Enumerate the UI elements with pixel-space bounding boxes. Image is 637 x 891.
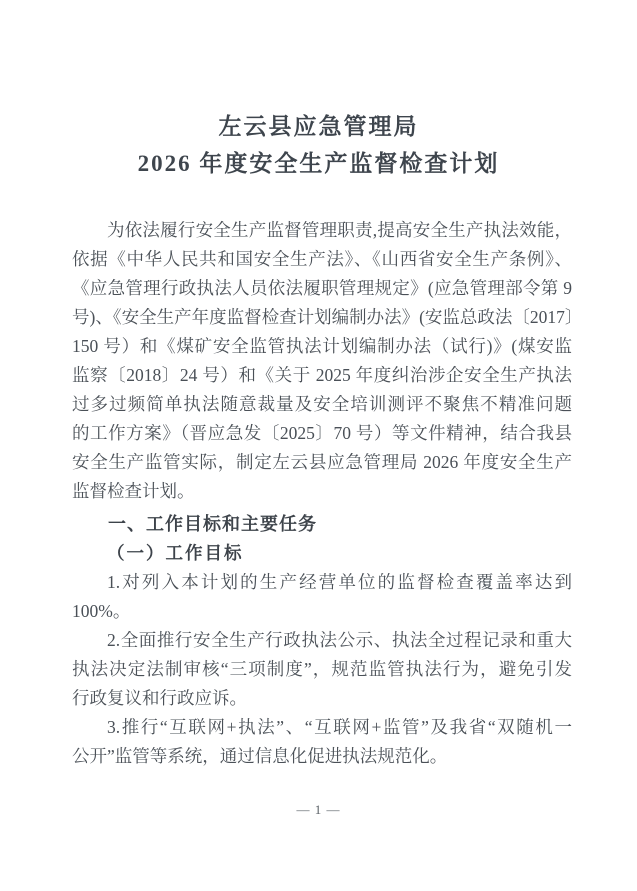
sub-heading-1: （一）工作目标 xyxy=(107,543,244,563)
intro-line: 监督检查计划。 xyxy=(72,481,195,501)
item-2-line: 执法决定法制审核“三项制度”，规范监管执法行为，避免引发 xyxy=(72,659,572,679)
intro-paragraph xyxy=(72,216,583,506)
intro-line: 的工作方案》（晋应急发〔2025〕70 号）等文件精神，结合我县 xyxy=(72,423,572,443)
intro-line: 过多过频简单执法随意裁量及安全培训测评不聚焦不精准问题 xyxy=(72,394,572,414)
title-line-1: 左云县应急管理局 xyxy=(218,114,419,139)
item-3-paragraph xyxy=(72,713,572,771)
page-number: — 1 — xyxy=(296,802,341,817)
document-title xyxy=(0,0,637,182)
document-body xyxy=(72,216,583,771)
intro-line: 号)、《安全生产年度监督检查计划编制办法》(安监总政法〔2017〕 xyxy=(72,307,583,327)
intro-line: 监察〔2018〕24 号）和《关于 2025 年度纠治涉企安全生产执法 xyxy=(72,365,572,385)
intro-line: 150 号）和《煤矿安全监管执法计划编制办法（试行)》(煤安监 xyxy=(72,336,572,356)
item-3-line: 3.推行“互联网+执法”、“互联网+监管”及我省“双随机一 xyxy=(107,717,572,737)
intro-line: 为依法履行安全生产监督管理职责,提高安全生产执法效能， xyxy=(107,220,572,240)
item-1-paragraph xyxy=(72,568,572,626)
item-2-line: 2.全面推行安全生产行政执法公示、执法全过程记录和重大 xyxy=(107,630,572,650)
item-2-line: 行政复议和行政应诉。 xyxy=(72,688,247,708)
item-2-paragraph xyxy=(72,626,572,713)
title-line-2: 2026 年度安全生产监督检查计划 xyxy=(137,151,500,176)
intro-line: 《应急管理行政执法人员依法履职管理规定》(应急管理部令第 9 xyxy=(72,278,572,298)
item-1-line: 100%。 xyxy=(72,601,131,621)
section-heading-1: 一、工作目标和主要任务 xyxy=(108,514,317,534)
item-1-line: 1.对列入本计划的生产经营单位的监督检查覆盖率达到 xyxy=(107,572,572,592)
intro-line: 安全生产监管实际，制定左云县应急管理局 2026 年度安全生产 xyxy=(72,452,572,472)
intro-line: 依据《中华人民共和国安全生产法》、《山西省安全生产条例》、 xyxy=(72,249,572,269)
item-3-line: 公开”监管等系统，通过信息化促进执法规范化。 xyxy=(72,746,448,766)
